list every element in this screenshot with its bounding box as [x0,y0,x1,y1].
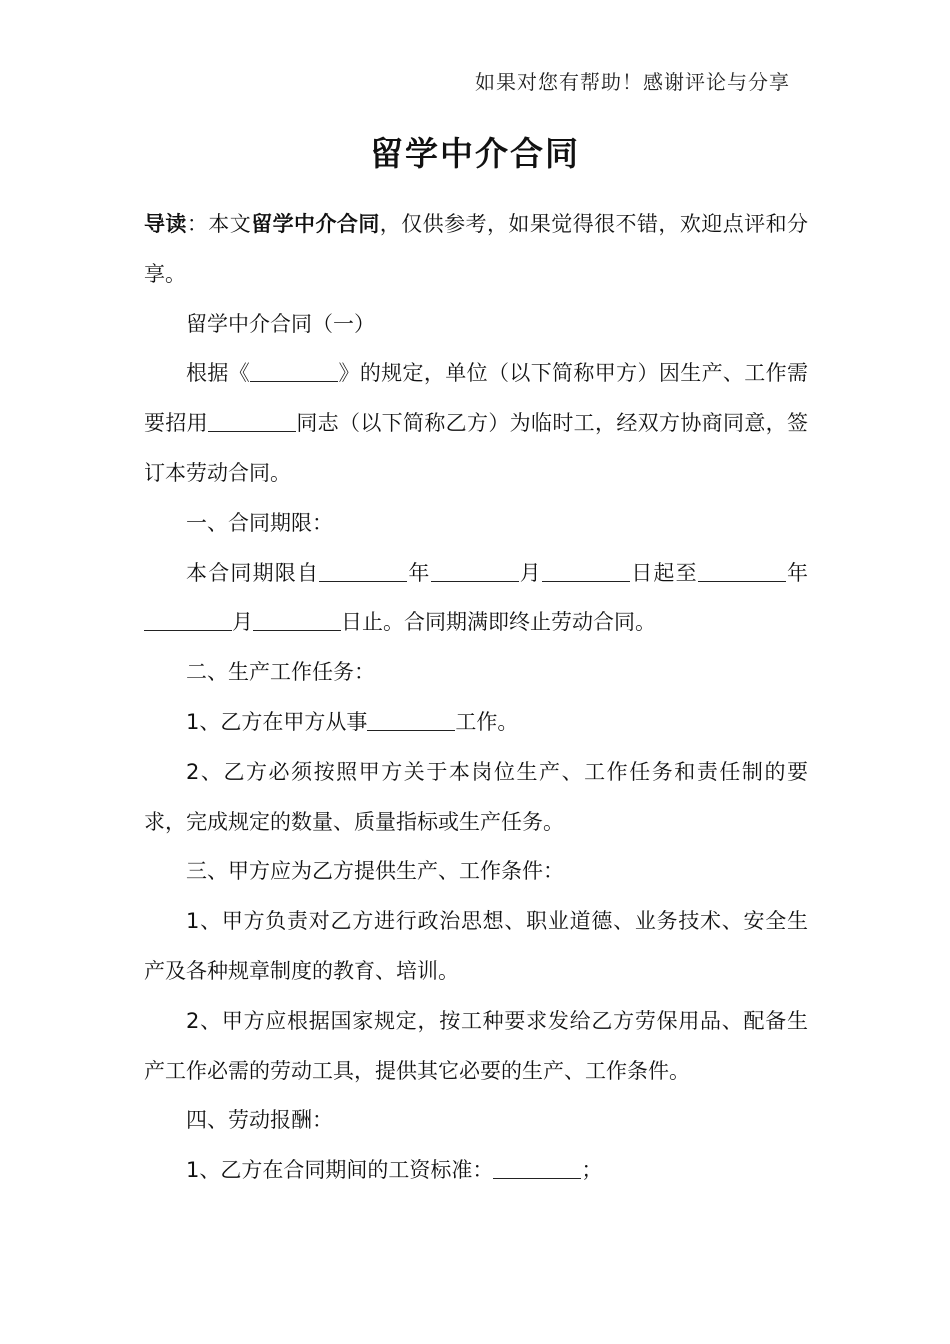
task1-text-a: 1、乙方在甲方从事 [186,709,368,734]
conditions-paragraph-2: 2、甲方应根据国家规定，按工种要求发给乙方劳保用品、配备生产工作必需的劳动工具，提供其它必要的生产、工作条件。 [144,1008,808,1083]
basis-text-b: 》的规定，单位（以下简称甲方）因生产、工作需要招用 [144,361,809,436]
term-text-c: 月 [518,560,543,585]
task-paragraph-1 [144,698,808,748]
blank-line [319,560,407,582]
intro-label: 导读 [144,212,187,236]
heading-conditions: 三、甲方应为乙方提供生产、工作条件： [186,859,564,884]
blank-line [698,560,786,582]
section-heading: 留学中介合同（一） [186,311,375,336]
document-body [144,200,808,1196]
term-text-d: 日起至 [630,560,698,585]
task1-text-b: 工作。 [455,709,519,734]
blank-line [542,560,630,582]
blank-line [208,410,296,432]
term-text-g: 日止。合同期满即终止劳动合同。 [341,610,656,635]
intro-rest: ，仅供参考，如果觉得很不错，欢迎点评和分享。 [144,212,809,286]
blank-line [493,1157,581,1179]
pay-paragraph-1 [144,1146,808,1196]
document-title: 留学中介合同 [370,134,580,173]
basis-text-a: 根据《 [186,361,251,386]
term-text-f: 月 [232,610,253,635]
header-note: 如果对您有帮助！感谢评论与分享 [475,70,790,94]
intro-paragraph [144,200,808,300]
pay1-text-b: ； [581,1158,603,1183]
basis-paragraph [144,349,808,498]
term-text-e: 年 [785,560,809,585]
blank-line [253,609,341,631]
intro-bold-title: 留学中介合同 [251,212,380,236]
term-text-a: 本合同期限自 [186,560,320,585]
term-text-b: 年 [407,560,431,585]
basis-text-c: 同志（以下简称乙方）为临时工，经双方协商同意，签订本劳动合同。 [144,411,808,485]
blank-line [144,609,232,631]
blank-line [367,709,455,731]
pay1-text-a: 1、乙方在合同期间的工资标准： [186,1158,494,1183]
task-paragraph-2: 2、乙方必须按照甲方关于本岗位生产、工作任务和责任制的要求，完成规定的数量、质量指标或生产任务。 [144,759,808,834]
blank-line [431,560,519,582]
conditions-paragraph-1: 1、甲方负责对乙方进行政治思想、职业道德、业务技术、安全生产及各种规章制度的教育、培训。 [144,909,808,983]
term-paragraph [144,549,808,649]
heading-term: 一、合同期限： [186,510,333,535]
heading-task: 二、生产工作任务： [186,660,375,685]
heading-pay: 四、劳动报酬： [186,1108,333,1133]
blank-line [250,360,338,382]
intro-colon: ：本文 [186,212,252,236]
